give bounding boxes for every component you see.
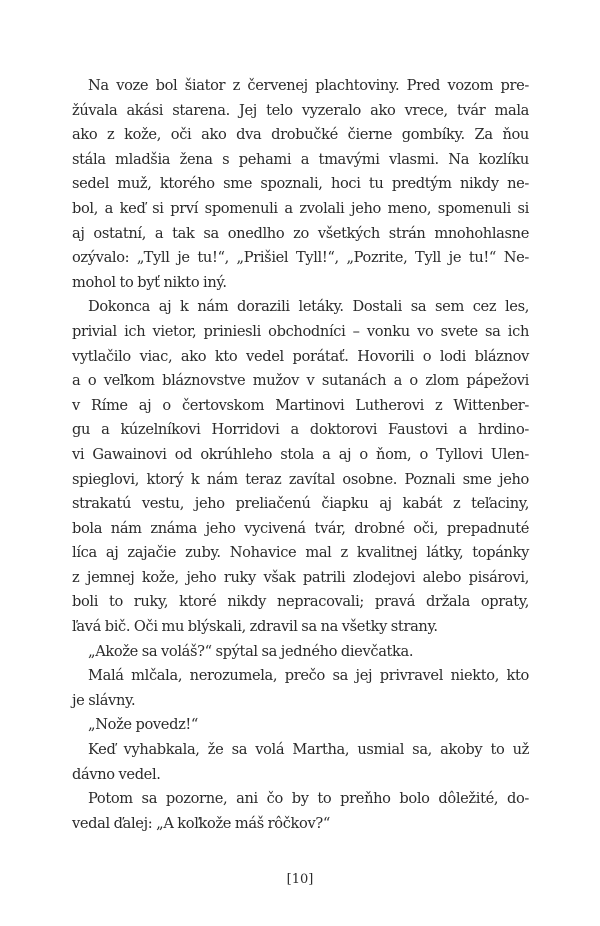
text-line: dávno vedel. (72, 765, 161, 783)
text-line: Keď vyhabkala, že sa volá Martha, usmial sa, akoby to už (88, 741, 529, 759)
text-line: ako z kože, oči ako dva drobučké čierne gombíky. Za ňou (72, 126, 529, 144)
text-line: vi Gawainovi od okrúhleho stola a aj o ňom, o Tyllovi Ulen- (72, 445, 529, 463)
text-line: „Akože sa voláš?“ spýtal sa jedného dievčatka. (88, 642, 414, 660)
text-line: Potom sa pozorne, ani čo by to preňho bolo dôležité, do- (88, 790, 529, 808)
paragraph (72, 640, 529, 665)
text-line: vedal ďalej: „A koľkože máš rôčkov?“ (72, 814, 330, 832)
paragraph (72, 787, 529, 836)
paragraph (72, 74, 529, 295)
paragraph (72, 664, 529, 713)
text-line: privial ich vietor, priniesli obchodníci – vonku vo svete sa ich (72, 322, 529, 340)
text-line: bol, a keď si prví spomenuli a zvolali jeho meno, spomenuli si (72, 199, 529, 217)
text-line: a o veľkom bláznovstve mužov v sutanách a o zlom pápežovi (72, 372, 529, 390)
paragraph (72, 738, 529, 787)
body-text (72, 74, 529, 836)
text-line: Dokonca aj k nám dorazili letáky. Dostali sa sem cez les, (88, 298, 529, 316)
text-line: žúvala akási starena. Jej telo vyzeralo ako vrece, tvár mala (72, 101, 529, 119)
text-line: mohol to byť nikto iný. (72, 273, 227, 291)
text-line: v Ríme aj o čertovskom Martinovi Lutherovi z Wittenber- (72, 396, 529, 414)
text-line: vytlačilo viac, ako kto vedel porátať. Hovorili o lodi bláznov (72, 347, 529, 365)
text-line: ľavá bič. Oči mu blýskali, zdravil sa na všetky strany. (72, 618, 438, 636)
text-line: sedel muž, ktorého sme spoznali, hoci tu predtým nikdy ne- (72, 175, 529, 193)
text-line: bola nám známa jeho vycivená tvár, drobné oči, prepadnuté (72, 519, 529, 537)
text-line: líca aj zajačie zuby. Nohavice mal z kvalitnej látky, topánky (72, 544, 529, 562)
text-line: gu a kúzelníkovi Horridovi a doktorovi Faustovi a hrdino- (72, 421, 529, 439)
text-line: Malá mlčala, nerozumela, prečo sa jej privravel niekto, kto (88, 667, 529, 685)
paragraph (72, 295, 529, 639)
text-line: spieglovi, ktorý k nám teraz zavítal osobne. Poznali sme jeho (72, 470, 529, 488)
text-line: stála mladšia žena s pehami a tmavými vlasmi. Na kozlíku (72, 150, 529, 168)
paragraph (72, 713, 529, 738)
text-line: je slávny. (72, 691, 136, 709)
text-line: boli to ruky, ktoré nikdy nepracovali; pravá držala opraty, (72, 593, 529, 611)
page-number: [10] (286, 872, 314, 887)
text-line: strakatú vestu, jeho preliačenú čiapku aj kabát z teľaciny, (72, 495, 529, 513)
text-line: z jemnej kože, jeho ruky však patrili zlodejovi alebo pisárovi, (72, 568, 529, 586)
text-line: aj ostatní, a tak sa onedlho zo všetkých strán mnohohlasne (72, 224, 529, 242)
text-line: ozývalo: „Tyll je tu!“, „Prišiel Tyll!“, „Pozrite, Tyll je tu!“ Ne- (72, 249, 529, 267)
text-line: Na voze bol šiator z červenej plachtoviny. Pred vozom pre- (88, 77, 529, 94)
text-line: „Nože povedz!“ (88, 716, 199, 734)
